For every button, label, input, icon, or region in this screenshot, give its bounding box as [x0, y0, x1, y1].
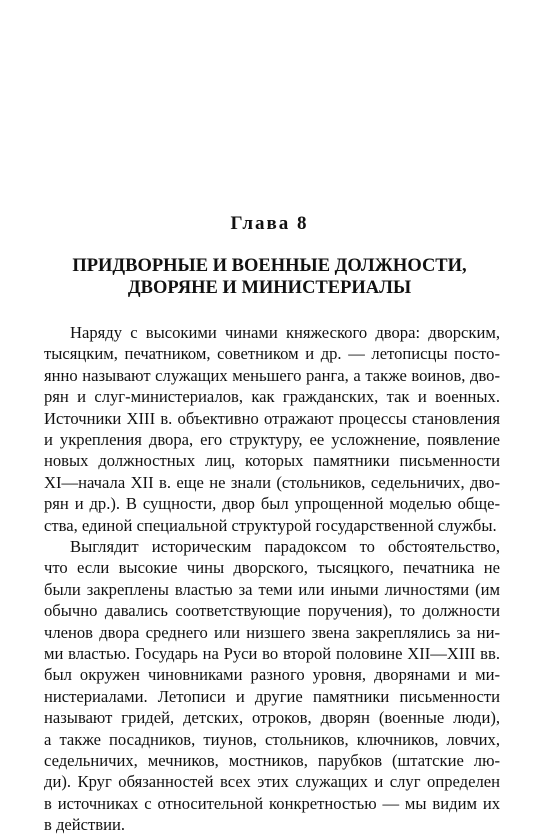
text-line: и укрепления двора, его структуру, ее усложнение, появление: [44, 429, 500, 449]
chapter-number: Глава 8: [230, 213, 309, 234]
text-line: седельничих, мечников, мостников, парубков (штатские лю-: [44, 750, 500, 770]
text-line: Наряду с высокими чинами княжеского двора: дворским,: [70, 323, 500, 342]
text-line: новых должностных лиц, которых памятники письменности: [44, 451, 500, 471]
text-line: обычно давались соответствующие поручения), то должности: [44, 601, 500, 621]
text-line: Источники XIII в. объективно отражают процессы становления: [44, 408, 500, 428]
text-line: ди). Круг обязанностей всех этих служащих и слуг определен: [44, 772, 500, 792]
text-line: янно называют служащих меньшего ранга, а также воинов, дво-: [44, 365, 500, 385]
text-line: рян и слуг-министериалов, как гражданских, так и военных.: [44, 387, 500, 407]
text-line: рян и др.). В сущности, двор был упрощенной моделью обще-: [44, 494, 500, 514]
text-line: называют гридей, детских, отроков, дворян (военные люди),: [44, 708, 500, 728]
chapter-title: [40, 255, 499, 299]
text-line: Выглядит историческим парадоксом то обстоятельство,: [70, 537, 500, 556]
text-line: тысяцким, печатником, советником и др. — летописцы посто-: [44, 344, 500, 364]
text-line: XI—начала XII в. еще не знали (стольников, седельничих, дво-: [44, 472, 500, 492]
paragraph-1: [44, 322, 500, 536]
text-line: членов двора среднего или низшего звена закреплялись за ни-: [44, 622, 500, 642]
chapter-title-line: ПРИДВОРНЫЕ И ВОЕННЫЕ ДОЛЖНОСТИ,: [72, 256, 467, 276]
chapter-title-line: ДВОРЯНЕ И МИНИСТЕРИАЛЫ: [127, 278, 412, 298]
text-line: что если высокие чины дворского, тысяцкого, печатника не: [44, 558, 500, 578]
text-line: ми властью. Государь на Руси во второй половине XII—XIII вв.: [44, 643, 500, 663]
text-line: в источниках с относительной конкретностью — мы видим их: [44, 793, 500, 813]
text-line: были закреплены властью за теми или иными личностями (им: [44, 579, 500, 599]
text-line: в действии.: [44, 815, 126, 835]
text-line: ства, единой специальной структурой государственной службы.: [44, 515, 497, 535]
text-line: а также посадников, тиунов, стольников, ключников, ловчих,: [44, 729, 500, 749]
text-line: нистериалами. Летописи и другие памятники письменности: [44, 686, 500, 706]
text-line: был окружен чиновниками разного уровня, дворянами и ми-: [44, 665, 500, 685]
paragraph-2: [44, 536, 500, 835]
